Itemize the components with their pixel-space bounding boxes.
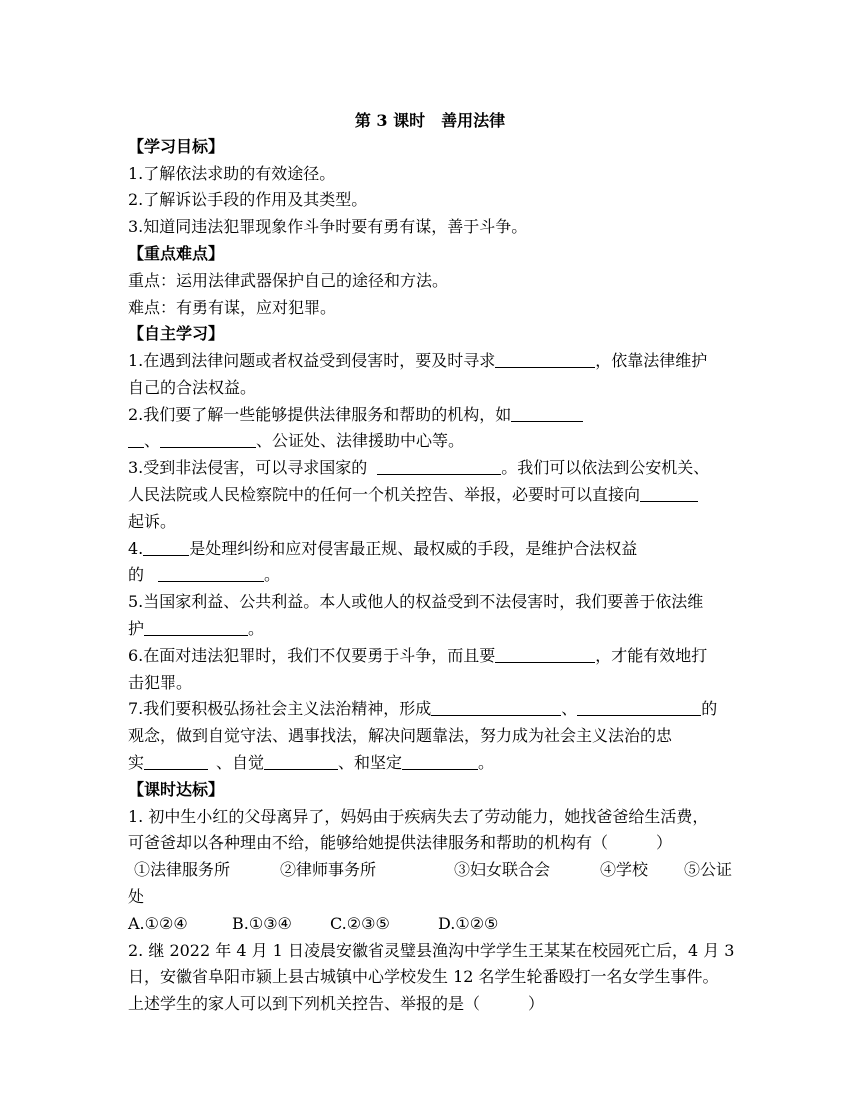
question-5-cont	[128, 619, 738, 639]
blank[interactable]	[158, 566, 264, 582]
text: 。	[478, 753, 495, 772]
option-item: ③妇女联合会	[454, 860, 551, 879]
section-heading-goals: 【学习目标】	[128, 137, 225, 156]
text: 4.	[128, 539, 144, 558]
page-title: 第 3 课时 善用法律	[354, 111, 506, 130]
blank[interactable]	[377, 459, 501, 475]
text: 。我们可以依法到公安机关、	[501, 458, 710, 477]
text: 人民法院或人民检察院中的任何一个机关控告、举报，必要时可以直接向	[128, 485, 641, 504]
option-item: ⑤公证	[684, 860, 733, 879]
choice-c[interactable]: C.②③⑤	[330, 914, 390, 933]
question-6-cont: 击犯罪。	[128, 673, 193, 692]
blank[interactable]	[431, 700, 561, 716]
text: 的	[128, 565, 145, 584]
goal-item: 3.知道同违法犯罪现象作斗争时要有勇有谋，善于斗争。	[128, 217, 528, 236]
text: 。	[264, 565, 281, 584]
blank[interactable]	[495, 647, 595, 663]
text: 。	[248, 619, 265, 638]
question-1	[128, 351, 738, 371]
question-2-cont	[128, 431, 738, 451]
text: 实	[128, 753, 145, 772]
question-5: 5.当国家利益、公共利益。本人或他人的权益受到不法侵害时，我们要善于依法维	[128, 592, 704, 611]
text: ，依靠法律维护	[595, 351, 708, 370]
text: 、自觉	[216, 753, 265, 772]
blank[interactable]	[144, 754, 208, 770]
goal-item: 1.了解依法求助的有效途径。	[128, 164, 336, 183]
question-3	[128, 458, 738, 478]
text: 2.我们要了解一些能够提供法律服务和帮助的机构，如	[128, 405, 512, 424]
test-question-1-options-cont: 处	[128, 887, 145, 906]
text: 、	[561, 699, 578, 718]
question-7-cont: 观念，做到自觉守法、遇事找法，解决问题靠法，努力成为社会主义法治的忠	[128, 726, 673, 745]
question-2	[128, 405, 738, 425]
text: 1.在遇到法律问题或者权益受到侵害时，要及时寻求	[128, 351, 496, 370]
section-heading-key: 【重点难点】	[128, 244, 225, 263]
choice-d[interactable]: D.①②⑤	[438, 914, 499, 933]
section-heading-self-study: 【自主学习】	[128, 324, 225, 343]
question-6	[128, 646, 738, 666]
test-question-1: 1. 初中生小红的父母离异了，妈妈由于疾病失去了劳动能力，她找爸爸给生活费，	[128, 807, 709, 826]
question-7-end	[128, 753, 738, 773]
choice-a[interactable]: A.①②④	[128, 914, 188, 933]
blank[interactable]	[640, 486, 698, 502]
blank[interactable]	[160, 432, 256, 448]
blank[interactable]	[144, 620, 248, 636]
option-item: ②律师事务所	[280, 860, 377, 879]
question-3-end: 起诉。	[128, 512, 177, 531]
key-point: 重点：运用法律武器保护自己的途径和方法。	[128, 271, 449, 290]
question-1-cont: 自己的合法权益。	[128, 378, 257, 397]
blank[interactable]	[402, 754, 478, 770]
question-4	[128, 539, 738, 559]
text: 、公证处、法律援助中心等。	[256, 431, 465, 450]
test-question-2: 2. 继 2022 年 4 月 1 日凌晨安徽省灵璧县渔沟中学学生王某某在校园死亡后，4 月 3	[128, 941, 735, 960]
blank[interactable]	[495, 352, 595, 368]
question-3-cont	[128, 485, 738, 505]
text: 、和坚定	[338, 753, 403, 772]
text: 的	[701, 699, 718, 718]
blank[interactable]	[143, 540, 189, 556]
text: 护	[128, 619, 145, 638]
text: 3.受到非法侵害，可以寻求国家的	[128, 458, 368, 477]
blank[interactable]	[511, 406, 583, 422]
text: 6.在面对违法犯罪时，我们不仅要勇于斗争，而且要	[128, 646, 496, 665]
text: 是处理纠纷和应对侵害最正规、最权威的手段，是维护合法权益	[189, 539, 638, 558]
goal-item: 2.了解诉讼手段的作用及其类型。	[128, 190, 368, 209]
question-4-cont	[128, 565, 738, 585]
choice-b[interactable]: B.①③④	[232, 914, 292, 933]
blank[interactable]	[264, 754, 338, 770]
question-7	[128, 699, 738, 719]
option-item: ④学校	[600, 860, 649, 879]
section-heading-test: 【课时达标】	[128, 780, 225, 799]
blank[interactable]	[577, 700, 701, 716]
test-question-2-cont: 日，安徽省阜阳市颍上县古城镇中心学校发生 12 名学生轮番殴打一名女学生事件。	[128, 967, 719, 986]
text: ，才能有效地打	[595, 646, 708, 665]
text: 7.我们要积极弘扬社会主义法治精神，形成	[128, 699, 432, 718]
key-point: 难点：有勇有谋，应对犯罪。	[128, 298, 337, 317]
test-question-1-cont: 可爸爸却以各种理由不给，能够给她提供法律服务和帮助的机构有（ ）	[128, 833, 673, 852]
blank[interactable]	[128, 432, 144, 448]
text: 、	[144, 431, 161, 450]
option-item: ①法律服务所	[134, 860, 231, 879]
test-question-2-end: 上述学生的家人可以到下列机关控告、举报的是（ ）	[128, 994, 545, 1013]
